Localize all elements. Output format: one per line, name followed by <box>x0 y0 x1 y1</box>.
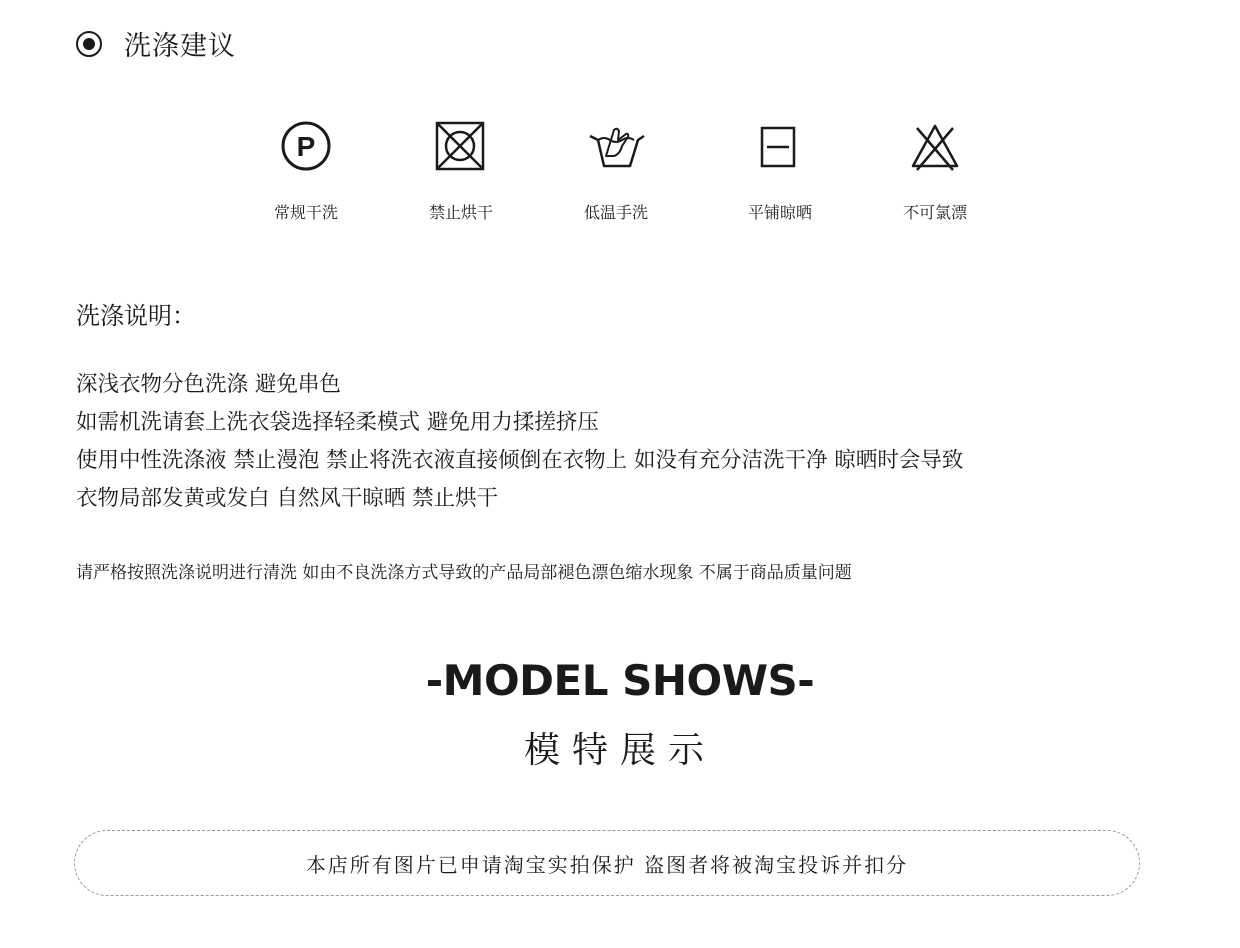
model-shows-heading: -MODEL SHOWS- <box>425 656 815 705</box>
no-bleach-icon <box>905 118 965 178</box>
model-shows-subheading: 模特展示 <box>523 730 716 771</box>
instruction-line: 深浅衣物分色洗涤 避免串色 <box>76 372 341 397</box>
no-tumble-dry-icon <box>431 118 491 178</box>
care-label: 不可氯漂 <box>902 203 967 222</box>
svg-text:P: P <box>296 131 316 162</box>
care-item-no-bleach <box>865 118 1005 223</box>
hand-wash-icon <box>586 118 646 178</box>
care-item-dry-clean <box>236 118 376 223</box>
care-label: 平铺晾晒 <box>747 203 812 222</box>
quality-disclaimer: 请严格按照洗涤说明进行清洗 如由不良洗涤方式导致的产品局部褪色漂色缩水现象 不属于商品质量问题 <box>76 563 852 583</box>
copyright-notice-box <box>74 830 1140 896</box>
instructions-title: 洗涤说明： <box>76 302 196 330</box>
dry-flat-icon <box>750 118 810 178</box>
radio-selected-icon <box>76 31 102 57</box>
instruction-line: 使用中性洗涤液 禁止漫泡 禁止将洗衣液直接倾倒在衣物上 如没有充分洁洗干净 晾晒时会导致 <box>76 448 964 473</box>
dry-clean-p-icon <box>276 118 336 178</box>
copyright-notice-text: 本店所有图片已申请淘宝实拍保护 盗图者将被淘宝投诉并扣分 <box>305 852 909 877</box>
instructions-body <box>76 366 963 518</box>
section-header <box>76 24 236 63</box>
care-label: 低温手洗 <box>583 203 648 222</box>
care-item-hand-wash <box>546 118 686 223</box>
care-item-dry-flat <box>710 118 850 223</box>
instruction-line: 如需机洗请套上洗衣袋选择轻柔模式 避免用力揉搓挤压 <box>76 410 599 435</box>
care-label: 禁止烘干 <box>428 203 493 222</box>
care-label: 常规干洗 <box>273 203 338 222</box>
section-title: 洗涤建议 <box>124 31 236 62</box>
instruction-line: 衣物局部发黄或发白 自然风干晾晒 禁止烘干 <box>76 486 499 511</box>
care-item-no-tumble-dry <box>391 118 531 223</box>
